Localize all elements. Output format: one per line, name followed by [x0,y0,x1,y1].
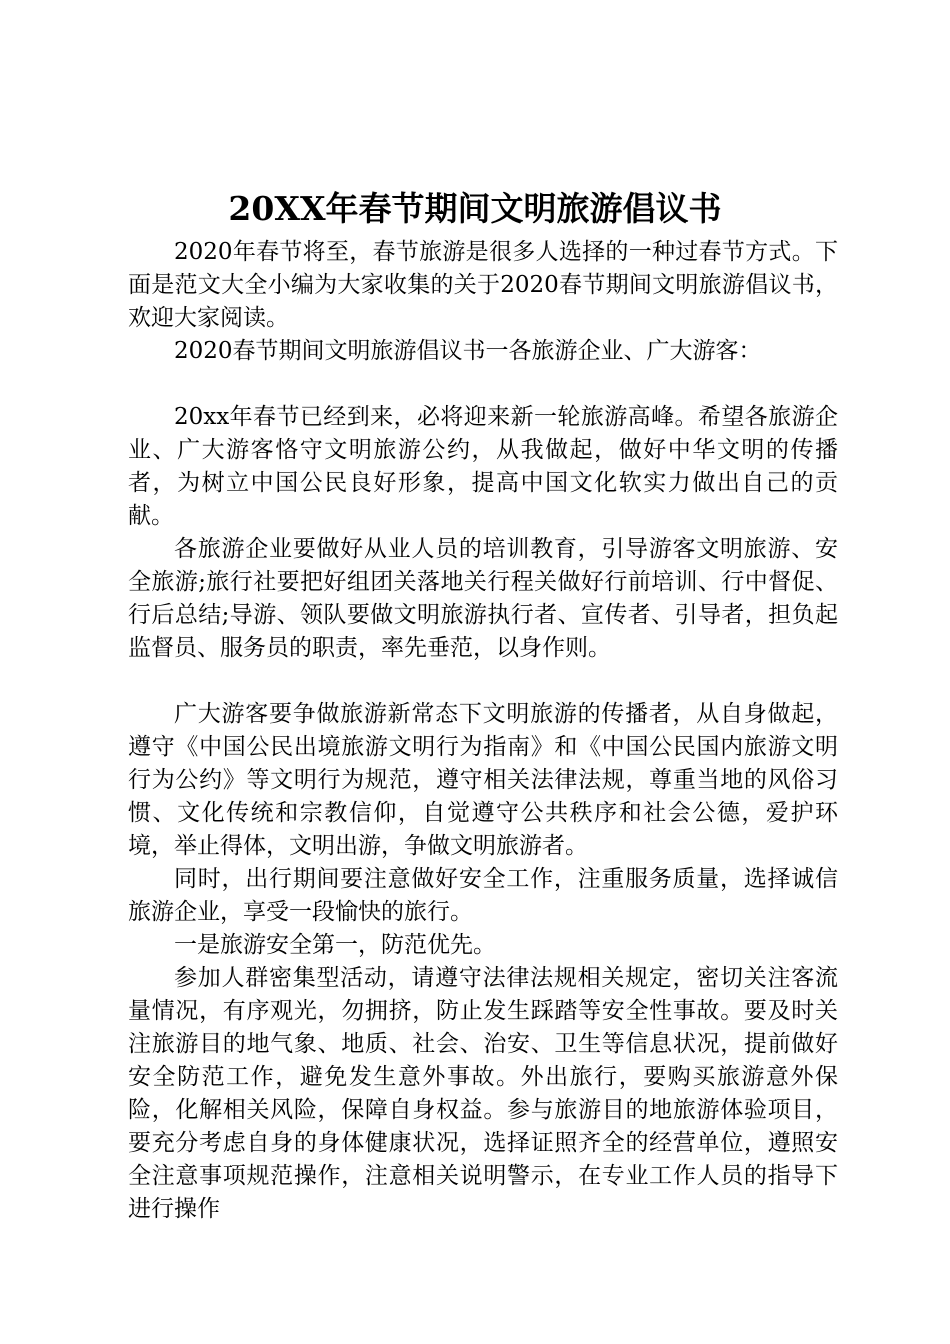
document-title: 20XX年春节期间文明旅游倡议书 [228,189,722,228]
paragraph-intro: 2020年春节将至，春节旅游是很多人选择的一种过春节方式。下面是范文大全小编为大家收集的关于2020春节期间文明旅游倡议书，欢迎大家阅读。 [128,239,838,331]
paragraph-enterprises: 各旅游企业要做好从业人员的培训教育，引导游客文明旅游、安全旅游;旅行社要把好组团关落地关行程关做好行前培训、行中督促、行后总结;导游、领队要做文明旅游执行者、宣传者、引导者，担负起监督员、服务员的职责，率先垂范，以身作则。 [128,536,838,661]
paragraph-point-one: 一是旅游安全第一，防范优先。 [174,932,496,958]
paragraph-spring-festival: 20xx年春节已经到来，必将迎来新一轮旅游高峰。希望各旅游企业、广大游客恪守文明旅游公约，从我做起，做好中华文明的传播者，为树立中国公民良好形象，提高中国文化软实力做出自己的贡献。 [128,404,838,529]
paragraph-safety-notice: 同时，出行期间要注意做好安全工作，注重服务质量，选择诚信旅游企业，享受一段愉快的旅行。 [128,866,838,925]
paragraph-tourists: 广大游客要争做旅游新常态下文明旅游的传播者，从自身做起，遵守《中国公民出境旅游文明行为指南》和《中国公民国内旅游文明行为公约》等文明行为规范，遵守相关法律法规，尊重当地的风俗习惯、文化传统和宗教信仰，自觉遵守公共秩序和社会公德，爱护环境，举止得体，文明出游，争做文明旅游者。 [128,701,838,859]
paragraph-safety-details: 参加人群密集型活动，请遵守法律法规相关规定，密切关注客流量情况，有序观光，勿拥挤，防止发生踩踏等安全性事故。要及时关注旅游目的地气象、地质、社会、治安、卫生等信息状况，提前做好安全防范工作，避免发生意外事故。外出旅行，要购买旅游意外保险，化解相关风险，保障自身权益。参与旅游目的地旅游体验项目，要充分考虑自身的身体健康状况，选择证照齐全的经营单位，遵照安全注意事项规范操作，注意相关说明警示，在专业工作人员的指导下进行操作 [128,965,838,1222]
document-body [128,236,838,1226]
paragraph-salutation: 2020春节期间文明旅游倡议书一各旅游企业、广大游客： [174,338,762,364]
